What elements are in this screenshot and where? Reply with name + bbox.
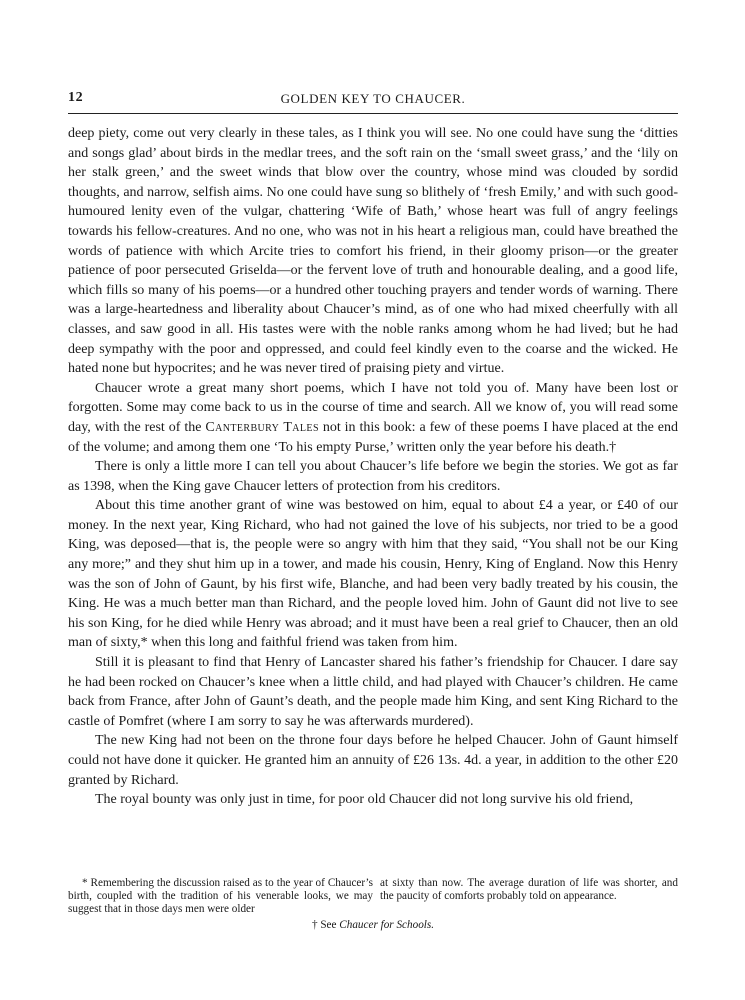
- paragraph-3: There is only a little more I can tell you about Chaucer’s life before we begin the stories. We got as far as 1398, when the King gave Chaucer letters of protection from his creditors.: [68, 459, 678, 494]
- running-title: GOLDEN KEY TO CHAUCER.: [280, 91, 466, 106]
- footnote-star-left: * Remembering the discussion raised as to the year of Chaucer’s birth, coupled with the tradition of his venerable looks, we may suggest that in those days men were older: [68, 877, 373, 916]
- page-header: [68, 90, 678, 112]
- canterbury-tales-title: Canterbury Tales: [205, 419, 319, 435]
- paragraph-2-part-b: not in this book: a few of these poems I have placed at the end of the volume; and among them one ‘To his empty Purse,’ written only the year before his death.†: [68, 419, 678, 455]
- footnote-dagger-prefix: † See: [311, 919, 340, 931]
- page-number: 12: [68, 90, 84, 105]
- paragraph-2: [68, 379, 678, 457]
- header-rule: [68, 113, 678, 114]
- paragraph-4: About this time another grant of wine was bestowed on him, equal to about £4 a year, or £40 of our money. In the next year, King Richard, who had not gained the love of his subjects, nor tried to be a good King, was deposed—that is, the people were so angry with him that they said, “You shall not be our King any more;” and they shut him up in a tower, and made his cousin, Henry, King of England. Now this Henry was the son of John of Gaunt, by his first wife, Blanche, and had been very badly treated by his cousin, the King. He was a much better man than Richard, and the people loved him. John of Gaunt did not live to see his son King, for he died while Henry was abroad; and it must have been a real grief to Chaucer, then an old man of sixty,* when this long and faithful friend was taken from him.: [68, 498, 678, 651]
- paragraph-7: The royal bounty was only just in time, for poor old Chaucer did not long survive his old friend,: [95, 792, 634, 808]
- footnote-dagger-title: Chaucer for Schools.: [339, 919, 435, 931]
- paragraph-6: The new King had not been on the throne four days before he helped Chaucer. John of Gaunt himself could not have done it quicker. He granted him an annuity of £26 13s. 4d. a year, in addition to the other £20 granted by Richard.: [68, 733, 678, 788]
- paragraph-5: Still it is pleasant to find that Henry of Lancaster shared his father’s friendship for Chaucer. I dare say he had been rocked on Chaucer’s knee when a little child, and had played with Chaucer’s children. He came back from France, after John of Gaunt’s death, and the people made him King, and sent King Richard to the castle of Pomfret (where I am sorry to say he was afterwards murdered).: [68, 655, 678, 729]
- paragraph-1: deep piety, come out very clearly in these tales, as I think you will see. No one could have sung the ‘ditties and songs glad’ about birds in the medlar trees, and the soft rain on the ‘small sweet grass,’ and the ‘lily on her stalk green,’ and the sweet winds that blow over the country, whose mind was clouded by sordid thoughts, and narrow, selfish aims. No one could have sung so blithely of ‘fresh Emily,’ and with such good-humoured lenity even of the vulgar, chattering ‘Wife of Bath,’ whose heart was full of angry feelings towards his fellow-creatures. And no one, who was not in his heart a religious man, could have breathed the words of patience with which Arcite tries to comfort his friend, in their gloomy prison—or the greater patience of poor persecuted Griselda—or the fervent love of truth and honourable dealing, and a good life, which fills so many of his poems—or a hundred other touching prayers and tender words of warning. There was a large-heartedness and liberality about Chaucer’s mind, as of one who had mixed cheerfully with all classes, and saw good in all. His tastes were with the noble ranks among whom he had lived; but he had deep sympathy with the poor and oppressed, and could feel kindly even to the coarse and the wicked. He hated none but hypocrites; and he was never tired of praising piety and virtue.: [68, 126, 678, 377]
- paragraph-2-part-a: Chaucer wrote a great many short poems, which I have not told you of. Many have been lost or forgotten. Some may come back to us in the course of time and search. All we know of, you will read some day, with the rest of the: [68, 380, 678, 435]
- footnote-star-right: at sixty than now. The average duration of life was shorter, and the paucity of comforts probably told on appearance.: [380, 877, 678, 903]
- footnote-dagger: [68, 919, 678, 931]
- body-text: [68, 124, 678, 810]
